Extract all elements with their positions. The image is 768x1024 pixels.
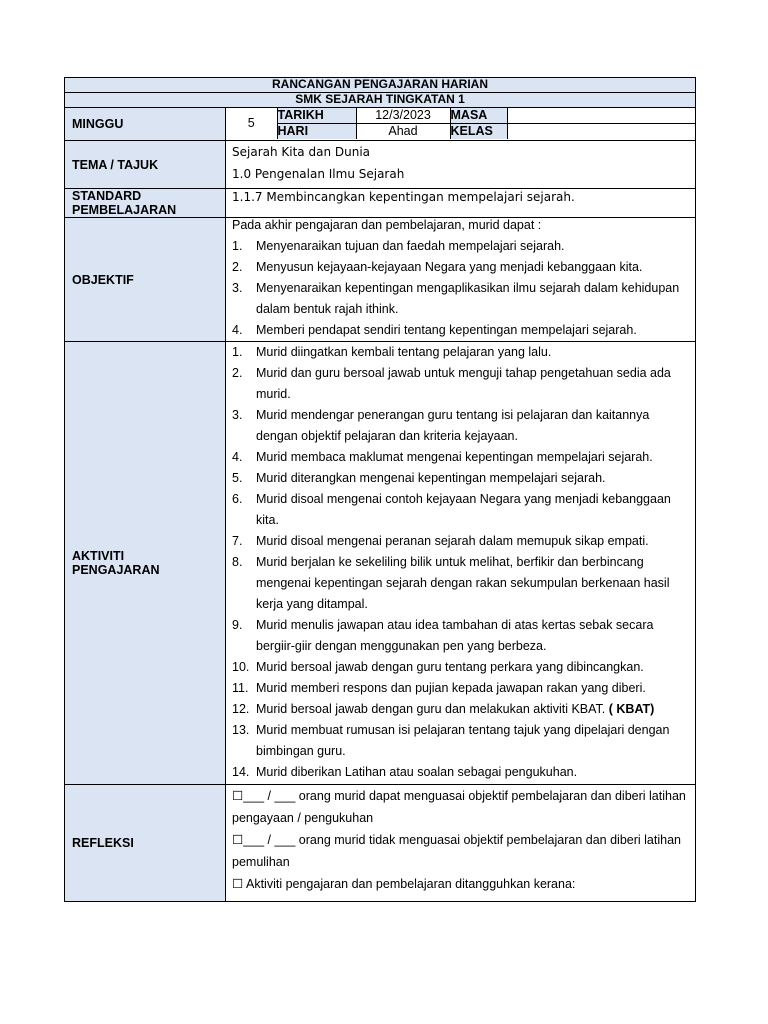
objektif-item-number: 1. <box>232 239 243 253</box>
masa-value <box>507 108 696 124</box>
objektif-item-text: Memberi pendapat sendiri tentang kepentingan mempelajari sejarah. <box>256 323 637 337</box>
kelas-value <box>507 124 696 140</box>
aktiviti-item-text: Murid menulis jawapan atau idea tambahan di atas kertas sebak secara bergiir-giir dengan menggunakan pen yang berbeza. <box>256 618 654 653</box>
minggu-inner-table <box>226 108 696 139</box>
objektif-content <box>226 218 696 342</box>
plan-subtitle: SMK SEJARAH TINGKATAN 1 <box>65 93 696 108</box>
aktiviti-item-text: Murid diingatkan kembali tentang pelajaran yang lalu. <box>256 345 552 359</box>
aktiviti-item-text: Murid diberikan Latihan atau soalan sebagai pengukuhan. <box>256 765 578 779</box>
aktiviti-item-number: 4. <box>232 450 243 464</box>
hari-label: HARI <box>277 124 356 140</box>
objektif-label: OBJEKTIF <box>65 218 226 342</box>
objektif-list <box>232 236 689 341</box>
aktiviti-item-number: 13. <box>232 723 250 737</box>
aktiviti-item-number: 6. <box>232 492 243 506</box>
aktiviti-item-text: Murid disoal mengenai contoh kejayaan Negara yang menjadi kebanggaan kita. <box>256 492 671 527</box>
objektif-item-text: Menyusun kejayaan-kejayaan Negara yang menjadi kebanggaan kita. <box>256 260 643 274</box>
tarikh-value: 12/3/2023 <box>356 108 450 124</box>
minggu-details <box>226 108 696 141</box>
objektif-item-text: Menyenaraikan kepentingan mengaplikasikan ilmu sejarah dalam kehidupan dalam bentuk rajah ithink. <box>256 281 680 316</box>
aktiviti-item-number: 12. <box>232 702 250 716</box>
aktiviti-item-number: 2. <box>232 366 243 380</box>
aktiviti-item-text: Murid memberi respons dan pujian kepada jawapan rakan yang diberi. <box>256 681 646 695</box>
aktiviti-item-text: Murid disoal mengenai peranan sejarah dalam memupuk sikap empati. <box>256 534 649 548</box>
objektif-intro: Pada akhir pengajaran dan pembelajaran, murid dapat : <box>232 218 542 232</box>
objektif-item <box>232 236 689 257</box>
standard-label-line-2: PEMBELAJARAN <box>72 203 177 217</box>
aktiviti-item <box>232 699 689 720</box>
aktiviti-item-number: 11. <box>232 681 249 695</box>
masa-label: MASA <box>450 108 507 124</box>
aktiviti-item-number: 3. <box>232 408 243 422</box>
aktiviti-item <box>232 678 689 699</box>
standard-value: 1.1.7 Membincangkan kepentingan mempelajari sejarah. <box>226 189 696 218</box>
refleksi-content <box>226 785 696 902</box>
standard-label-line-1: STANDARD <box>72 189 142 203</box>
aktiviti-item-text: Murid membuat rumusan isi pelajaran tentang tajuk yang dipelajari dengan bimbingan guru. <box>256 723 670 758</box>
aktiviti-item <box>232 468 689 489</box>
minggu-value: 5 <box>226 108 277 139</box>
aktiviti-item-number: 8. <box>232 555 243 569</box>
standard-label <box>65 189 226 218</box>
aktiviti-item-text: Murid berjalan ke sekeliling bilik untuk melihat, berfikir dan berbincang mengenai kepentingan sejarah dengan rakan sekumpulan berkenaan hasil kerja yang ditampal. <box>256 555 670 611</box>
aktiviti-item <box>232 615 689 657</box>
aktiviti-item <box>232 531 689 552</box>
aktiviti-item-text: Murid mendengar penerangan guru tentang isi pelajaran dan kaitannya dengan objektif pelajaran dan kriteria kejayaan. <box>256 408 650 443</box>
aktiviti-item-text: Murid dan guru bersoal jawab untuk menguji tahap pengetahuan sedia ada murid. <box>256 366 671 401</box>
aktiviti-label <box>65 342 226 785</box>
aktiviti-item-text: Murid diterangkan mengenai kepentingan mempelajari sejarah. <box>256 471 606 485</box>
tarikh-label: TARIKH <box>277 108 356 124</box>
refleksi-label: REFLEKSI <box>65 785 226 902</box>
aktiviti-item-text: Murid bersoal jawab dengan guru dan melakukan aktiviti KBAT. <box>256 702 606 716</box>
hari-value: Ahad <box>356 124 450 140</box>
aktiviti-label-line-1: AKTIVITI <box>72 549 125 563</box>
aktiviti-item <box>232 363 689 405</box>
aktiviti-label-line-2: PENGAJARAN <box>72 563 160 577</box>
tema-line-1: Sejarah Kita dan Dunia <box>232 145 370 159</box>
lesson-plan-table <box>64 77 696 902</box>
aktiviti-item-bold-suffix: ( KBAT) <box>605 702 655 716</box>
aktiviti-content <box>226 342 696 785</box>
aktiviti-item-number: 5. <box>232 471 243 485</box>
aktiviti-item <box>232 447 689 468</box>
aktiviti-item-number: 10. <box>232 660 250 674</box>
tema-content <box>226 141 696 189</box>
aktiviti-item-number: 1. <box>232 345 243 359</box>
objektif-item-text: Menyenaraikan tujuan dan faedah mempelajari sejarah. <box>256 239 565 253</box>
objektif-item-number: 2. <box>232 260 243 274</box>
aktiviti-item-text: Murid membaca maklumat mengenai kepentingan mempelajari sejarah. <box>256 450 653 464</box>
aktiviti-item <box>232 405 689 447</box>
aktiviti-list <box>232 342 689 783</box>
objektif-item-number: 3. <box>232 281 243 295</box>
aktiviti-item <box>232 489 689 531</box>
aktiviti-item <box>232 342 689 363</box>
objektif-item <box>232 257 689 278</box>
kelas-label: KELAS <box>450 124 507 140</box>
aktiviti-item <box>232 657 689 678</box>
objektif-item-number: 4. <box>232 323 243 337</box>
aktiviti-item-number: 7. <box>232 534 243 548</box>
aktiviti-item-text: Murid bersoal jawab dengan guru tentang perkara yang dibincangkan. <box>256 660 644 674</box>
tema-line-2: 1.0 Pengenalan Ilmu Sejarah <box>232 167 405 181</box>
tema-label: TEMA / TAJUK <box>65 141 226 189</box>
aktiviti-item <box>232 552 689 615</box>
objektif-item <box>232 320 689 341</box>
minggu-label: MINGGU <box>65 108 226 141</box>
aktiviti-item-number: 9. <box>232 618 243 632</box>
plan-title: RANCANGAN PENGAJARAN HARIAN <box>65 78 696 93</box>
refleksi-line-2: ☐___ / ___ orang murid tidak menguasai objektif pembelajaran dan diberi latihan pemulihan <box>232 833 681 869</box>
aktiviti-item <box>232 762 689 783</box>
refleksi-line-1: ☐___ / ___ orang murid dapat menguasai objektif pembelajaran dan diberi latihan pengayaan / pengukuhan <box>232 789 686 825</box>
refleksi-line-3: ☐ Aktiviti pengajaran dan pembelajaran ditangguhkan kerana: <box>232 877 576 891</box>
objektif-item <box>232 278 689 320</box>
aktiviti-item <box>232 720 689 762</box>
aktiviti-item-number: 14. <box>232 765 250 779</box>
